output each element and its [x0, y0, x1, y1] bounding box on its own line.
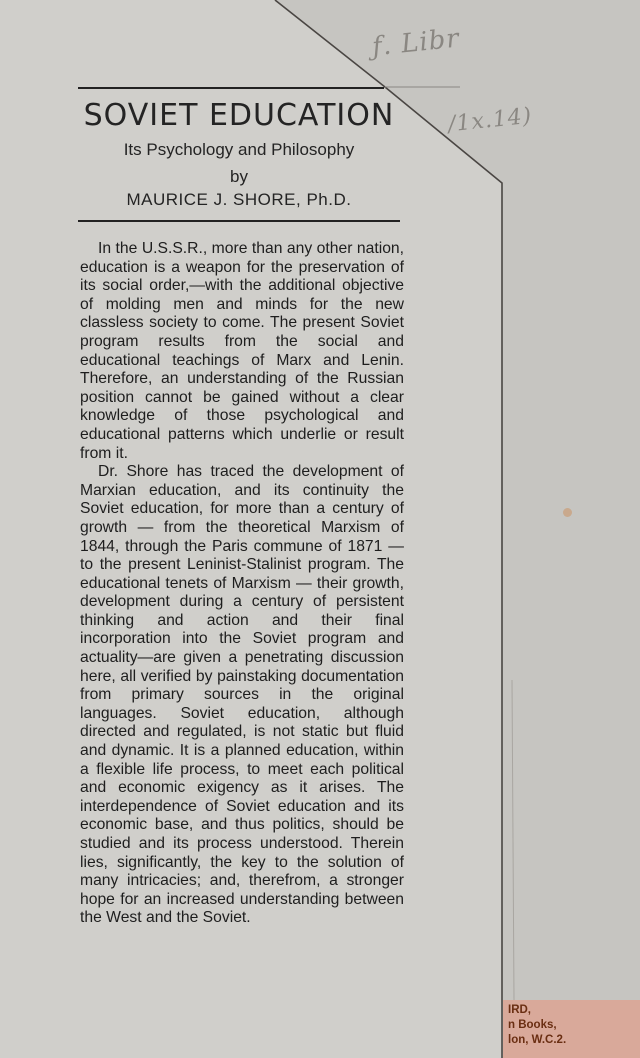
blurb-text: [80, 240, 404, 928]
book-subtitle: Its Psychology and Philosophy: [123, 140, 355, 159]
byline-by: by: [230, 167, 248, 186]
blurb-paragraph-2: Dr. Shore has traced the development of Marxian education, and its continuity the Soviet education, for more than a century of growth — from the theoretical Marxism of 1844, through the Paris commune of 1871 — to the present Leninist-Stalinist program. The educational tenets of Marxism — their growth, development during a century of persistent thinking and action and their final incorporation into the Soviet program and actuality—are given a penetrating discussion here, all verified by painstaking documentation from primary sources in the original languages. Soviet education, although directed and regulated, is not static but fluid and dynamic. It is a planned education, within a flexible life process, to meet each political and economic exigency as it arises. The interdependence of Soviet education and its economic base, and thus politics, should be studied and its process understood. Therein lies, significantly, the key to the solution of many intricacies; and, therefrom, a stronger hope for an increased understanding between the West and the Soviet.: [80, 463, 404, 927]
imprint-line-3: lon, W.C.2.: [508, 1034, 567, 1046]
publisher-imprint: [508, 1003, 588, 1048]
imprint-line-2: n Books,: [508, 1019, 557, 1031]
handwritten-annotation-2: /1x.14): [446, 103, 534, 138]
handwritten-annotation-1: ƒ. Libr: [370, 23, 462, 63]
blurb-paragraph-1: In the U.S.S.R., more than any other nation, education is a weapon for the preservation of its social order,—with the additional objective of molding men and minds for the new classless society to come. The present Soviet program results from the social and educational teachings of Marx and Lenin. Therefore, an understanding of the Russian position cannot be gained without a clear knowledge of those psychological and educational patterns which underlie or result from it.: [80, 240, 404, 462]
book-title: SOVIET EDUCATION: [83, 98, 395, 133]
top-rule: [78, 87, 384, 89]
author-name: MAURICE J. SHORE, Ph.D.: [126, 190, 352, 209]
paper-stain: [563, 508, 572, 517]
bottom-rule: [78, 220, 400, 222]
imprint-line-1: IRD,: [508, 1004, 531, 1016]
